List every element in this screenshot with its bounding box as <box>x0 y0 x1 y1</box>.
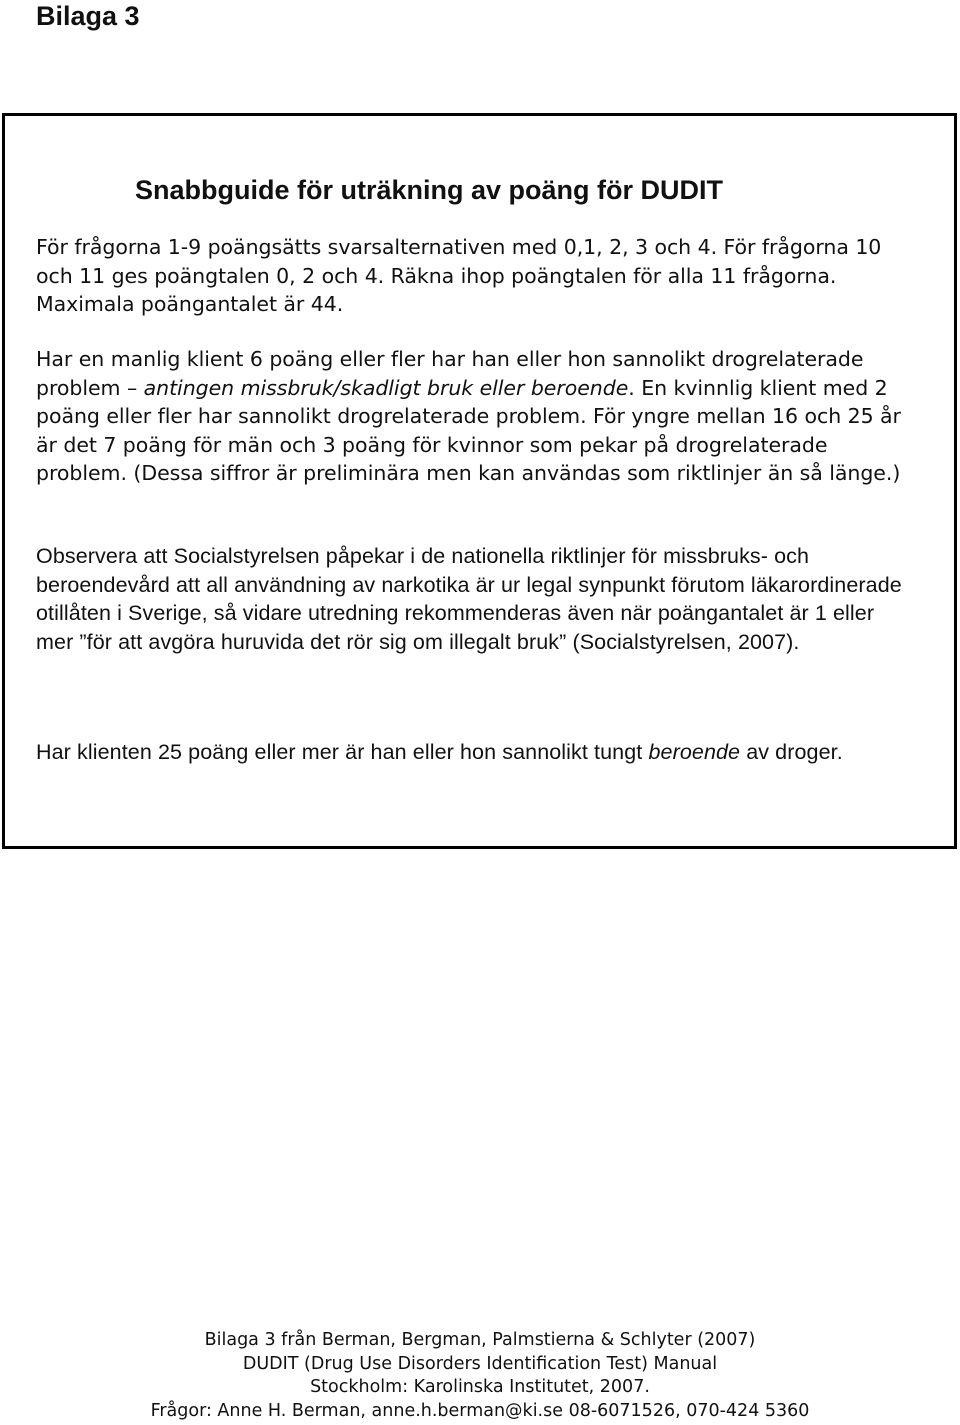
footer-manual-line: DUDIT (Drug Use Disorders Identification Test) Manual <box>242 1354 718 1374</box>
footer-publisher-line: Stockholm: Karolinska Institutet, 2007. <box>310 1377 650 1397</box>
dependence-text-start: Har klienten 25 poäng eller mer är han eller hon sannolikt tungt <box>36 740 649 764</box>
interpretation-text-end: . En kvinnlig klient med 2 poäng eller fler har sannolikt drogrelaterade problem. För yngre mellan 16 och 25 år är det 7 poäng för män och 3 poäng för kvinnor som pekar på drogrelaterade problem. (Dessa siffror är preliminära men kan användas som riktlinjer än så länge.) <box>36 375 901 486</box>
quick-guide-title: Snabbguide för uträkning av poäng för DUDIT <box>135 175 724 205</box>
dependence-emphasis: beroende <box>648 740 741 764</box>
footer-source-line: Bilaga 3 från Berman, Bergman, Palmstierna & Schlyter (2007) <box>204 1330 756 1350</box>
dependence-paragraph <box>36 738 916 767</box>
observation-paragraph: Observera att Socialstyrelsen påpekar i de nationella riktlinjer för missbruks- och beroendevård att all användning av narkotika är ur legal synpunkt förutom läkarordinerade otillåten i Sverige, så vidare utredning rekommenderas även när poängantalet är 1 eller mer ”för att avgöra huruvida det rör sig om illegalt bruk” (Socialstyrelsen, 2007). <box>36 544 902 654</box>
dependence-text-end: av droger. <box>740 740 843 764</box>
scoring-paragraph: För frågorna 1-9 poängsätts svarsalternativen med 0,1, 2, 3 och 4. För frågorna 10 och 11 ges poängtalen 0, 2 och 4. Räkna ihop poängtalen för alla 11 frågorna. Maximala poängantalet är 44. <box>36 235 882 317</box>
footer-contact-line: Frågor: Anne H. Berman, anne.h.berman@ki.se 08-6071526, 070-424 5360 <box>150 1401 810 1421</box>
interpretation-emphasis: antingen missbruk/skadligt bruk eller beroende <box>143 375 629 400</box>
page-heading: Bilaga 3 <box>36 1 140 31</box>
interpretation-paragraph <box>36 345 916 488</box>
interpretation-text-start: Har en manlig klient 6 poäng eller fler har han eller hon sannolikt drogrelaterade problem – <box>36 347 864 400</box>
